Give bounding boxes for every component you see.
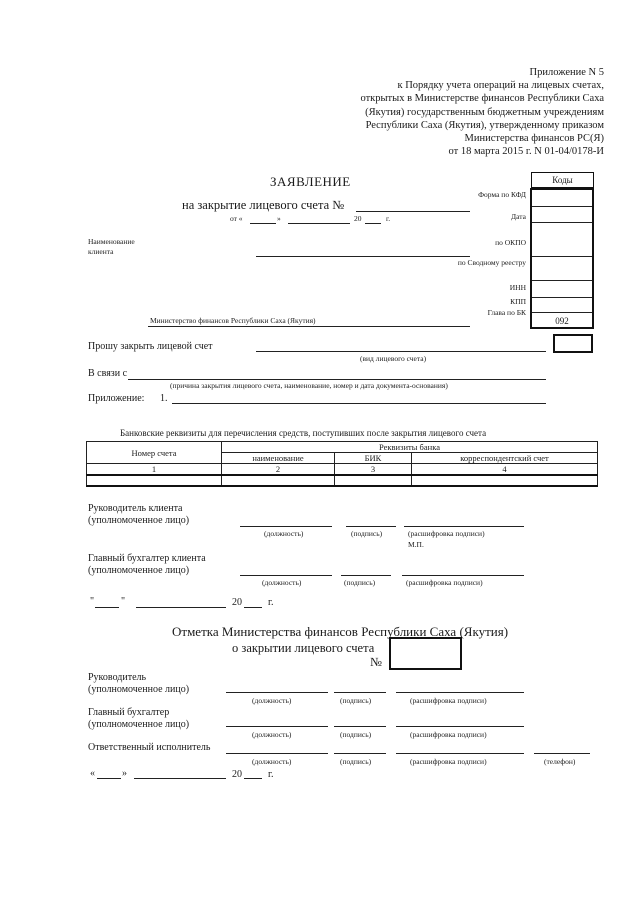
signature-caption: (подпись): [344, 578, 376, 587]
code-divider: [532, 256, 592, 257]
col-corr: корреспондентский счет: [412, 453, 598, 464]
client-date-g: г.: [268, 597, 274, 608]
accountant-signature-field[interactable]: [341, 575, 391, 576]
position-caption: (должность): [262, 578, 302, 587]
position-caption: (должность): [252, 730, 292, 739]
position-caption: (должность): [252, 696, 292, 705]
col-account: Номер счета: [87, 442, 222, 464]
bank-table-caption: Банковские реквизиты для перечисления средств, поступивших после закрытия лицевого счета: [120, 428, 487, 438]
corr-account-cell[interactable]: [412, 475, 598, 486]
client-ministry: Министерство финансов Республики Саха (Якутия): [150, 316, 316, 325]
code-divider: [532, 312, 592, 313]
code-divider: [532, 280, 592, 281]
client-label: [88, 237, 135, 257]
appendix-field[interactable]: [172, 403, 546, 404]
client-accountant-line: (уполномоченное лицо): [88, 565, 190, 576]
header-line: к Порядку учета операций на лицевых счетах,: [397, 80, 604, 92]
mark-date-open: «: [90, 768, 95, 779]
col-num: 2: [222, 464, 335, 476]
mark-accountant-decoding[interactable]: [396, 726, 524, 727]
signature-caption: (подпись): [340, 757, 372, 766]
position-caption: (должность): [252, 757, 292, 766]
client-date-close: ": [121, 596, 126, 607]
client-accountant-label: [88, 553, 206, 577]
mark-head-decoding[interactable]: [396, 692, 524, 693]
code-divider: [532, 206, 592, 207]
header-line: Министерства финансов РС(Я): [464, 133, 604, 145]
head-signature-field[interactable]: [346, 526, 396, 527]
decoding-caption: (расшифровка подписи): [410, 757, 487, 766]
decoding-caption: (расшифровка подписи): [408, 529, 485, 538]
bank-name-cell[interactable]: [222, 475, 335, 486]
accountant-decoding-field[interactable]: [402, 575, 524, 576]
executor-phone[interactable]: [534, 753, 590, 754]
header-block: [360, 66, 604, 158]
codes-column: [530, 188, 594, 329]
bank-table: [86, 441, 598, 487]
mark-accountant-line: (уполномоченное лицо): [88, 719, 190, 730]
client-accountant-line: Главный бухгалтер клиента: [88, 553, 206, 564]
header-line: (Якутия) государственным бюджетным учреждениям: [365, 106, 604, 118]
code-divider: [532, 297, 592, 298]
codes-header-cell: [531, 172, 594, 188]
col-num: 4: [412, 464, 598, 476]
mark-head-label: [88, 672, 189, 696]
col-num: 1: [87, 464, 222, 476]
header-line: Приложение N 5: [529, 67, 604, 78]
mark-account-number-box[interactable]: [389, 637, 462, 670]
appendix-item: 1.: [160, 393, 168, 404]
reason-field[interactable]: [128, 379, 546, 380]
code-label-reestr: по Сводному реестру: [457, 258, 526, 267]
mark-date-close: »: [122, 768, 127, 779]
client-date-day[interactable]: [95, 607, 119, 608]
reason-caption: (причина закрытия лицевого счета, наименование, номер и дата документа-основания): [170, 381, 448, 390]
mark-accountant-line: Главный бухгалтер: [88, 707, 170, 718]
decoding-caption: (расшифровка подписи): [406, 578, 483, 587]
date-day-field[interactable]: [250, 223, 276, 224]
bik-cell[interactable]: [335, 475, 412, 486]
code-label-glava: Глава по БК: [487, 308, 526, 317]
code-label-okpo: по ОКПО: [495, 238, 526, 247]
client-ministry-line: [148, 326, 470, 327]
col-bik: БИК: [335, 453, 412, 464]
signature-caption: (подпись): [340, 730, 372, 739]
col-num: 3: [335, 464, 412, 476]
header-line: от 18 марта 2015 г. N 01-04/0178-И: [448, 146, 604, 158]
mark-accountant-position[interactable]: [226, 726, 328, 727]
account-type-code[interactable]: [553, 334, 593, 353]
mark-title: Отметка Министерства финансов Республики Саха (Якутия): [172, 624, 509, 639]
account-type-caption: (вид лицевого счета): [360, 354, 427, 363]
mark-head-position[interactable]: [226, 692, 328, 693]
head-position-field[interactable]: [240, 526, 332, 527]
client-head-line: (уполномоченное лицо): [88, 515, 190, 526]
decoding-caption: (расшифровка подписи): [410, 730, 487, 739]
mark-date-g: г.: [268, 769, 274, 780]
phone-caption: (телефон): [544, 757, 576, 766]
client-label-line: клиента: [88, 247, 114, 256]
mark-date-month[interactable]: [134, 778, 226, 779]
date-month-field[interactable]: [288, 223, 350, 224]
mark-date-year: 20: [232, 769, 242, 780]
date-year: 20: [354, 214, 362, 223]
header-line: открытых в Министерстве финансов Республики Саха: [360, 93, 604, 105]
document-subtitle: на закрытие лицевого счета №: [182, 198, 345, 212]
account-type-field[interactable]: [256, 351, 546, 352]
code-label-kfd: Форма по КФД: [478, 190, 526, 199]
mark-date-day[interactable]: [97, 778, 121, 779]
code-label-inn: ИНН: [509, 283, 526, 292]
decoding-caption: (расшифровка подписи): [410, 696, 487, 705]
mark-date-year-field[interactable]: [244, 778, 262, 779]
reason-label: В связи с: [88, 368, 128, 379]
code-label-kpp: КПП: [510, 297, 526, 306]
client-date-year: 20: [232, 597, 242, 608]
code-label-date: Дата: [511, 212, 526, 221]
col-group: Реквизиты банка: [222, 442, 598, 453]
client-date-year-field[interactable]: [244, 607, 262, 608]
client-name-field[interactable]: [256, 256, 470, 257]
client-label-line: Наименование: [88, 237, 135, 246]
executor-signature[interactable]: [334, 753, 386, 754]
mark-num: №: [370, 655, 382, 669]
date-from: от «: [230, 214, 243, 223]
mark-accountant-label: [88, 707, 189, 731]
request-label: Прошу закрыть лицевой счет: [88, 341, 213, 352]
header-line: Республики Саха (Якутия), утвержденному приказом: [365, 119, 604, 131]
mark-head-line: (уполномоченное лицо): [88, 684, 190, 695]
mark-head-signature[interactable]: [334, 692, 386, 693]
account-number-cell[interactable]: [87, 475, 222, 486]
client-date-open: ": [90, 596, 95, 607]
stamp-place: М.П.: [408, 540, 424, 549]
executor-decoding[interactable]: [396, 753, 524, 754]
date-close-quote: »: [277, 214, 281, 223]
mark-subtitle: о закрытии лицевого счета: [232, 641, 375, 655]
client-head-line: Руководитель клиента: [88, 503, 183, 514]
date-g: г.: [386, 214, 391, 223]
mark-head-line: Руководитель: [88, 672, 147, 683]
glava-value: 092: [555, 316, 569, 326]
position-caption: (должность): [264, 529, 304, 538]
accountant-position-field[interactable]: [240, 575, 332, 576]
col-bank-name: наименование: [222, 453, 335, 464]
code-divider: [532, 222, 592, 223]
mark-accountant-signature[interactable]: [334, 726, 386, 727]
table-row: [87, 475, 598, 486]
executor-position[interactable]: [226, 753, 328, 754]
codes-header: Коды: [552, 175, 573, 185]
date-year-field[interactable]: [365, 223, 381, 224]
document-title: ЗАЯВЛЕНИЕ: [270, 174, 351, 189]
signature-caption: (подпись): [340, 696, 372, 705]
appendix-label: Приложение:: [88, 393, 145, 404]
head-decoding-field[interactable]: [404, 526, 524, 527]
signature-caption: (подпись): [351, 529, 383, 538]
mark-executor-label: Ответственный исполнитель: [88, 742, 211, 753]
client-head-label: [88, 503, 189, 527]
client-date-month[interactable]: [136, 607, 226, 608]
